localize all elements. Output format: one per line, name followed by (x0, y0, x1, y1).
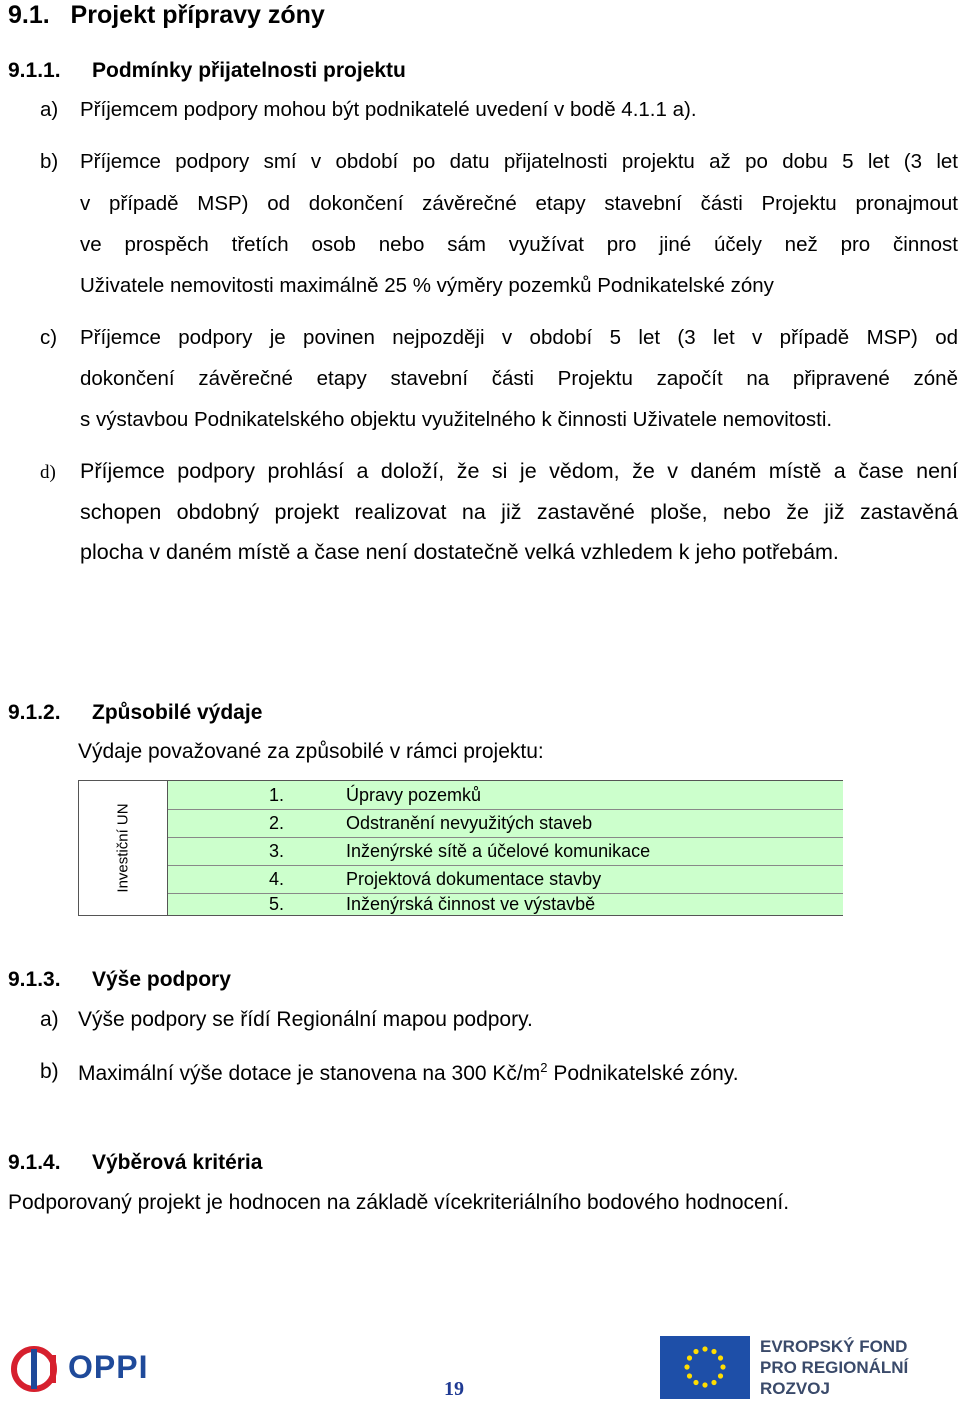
list-item-line: Příjemce podpory je povinen nejpozději v období 5 let (3 let v případě MSP) od (80, 326, 958, 349)
row-number: 2. (269, 813, 285, 833)
table-row (168, 865, 843, 894)
subsection-title: Podmínky přijatelnosti projektu (92, 59, 406, 82)
list-item-line: plocha v daném místě a čase není dostatečně velká vzhledem k jeho potřebám. (80, 540, 839, 564)
list-item-line: schopen obdobný projekt realizovat na již zastavěné ploše, nebo že již zastavěná (80, 500, 958, 524)
eu-fund-text (760, 1336, 908, 1399)
row-number: 3. (269, 841, 285, 861)
subsection-number: 9.1.1. (8, 59, 61, 82)
subsection-number: 9.1.3. (8, 968, 61, 991)
subsection-heading-1 (8, 58, 406, 84)
table-row (168, 781, 843, 810)
eu-text-line: ROZVOJ (760, 1379, 830, 1398)
list-item-text (78, 1060, 739, 1086)
row-number: 4. (269, 869, 285, 889)
support-tail: Podnikatelské zóny. (547, 1062, 739, 1085)
intro-text: Výdaje považované za způsobilé v rámci projektu: (78, 740, 544, 763)
list-item-line: Příjemce podpory prohlásí a doloží, že si je vědom, že v daném místě a čase není (80, 459, 958, 483)
oppi-logo-text: OPPI (68, 1349, 149, 1385)
superscript: 2 (540, 1060, 548, 1075)
side-label: Investiční UN (114, 803, 132, 893)
section-number: 9.1. (8, 1, 50, 29)
list-marker: b) (40, 1060, 59, 1083)
table-row (168, 893, 843, 915)
table-body (168, 781, 843, 915)
eu-text-line: PRO REGIONÁLNÍ (760, 1358, 909, 1377)
list-marker: b) (40, 150, 59, 173)
list-item-line: ve prospěch třetích osob nebo sám využívat pro jiné účely než pro činnost (80, 233, 958, 256)
list-item-line: v případě MSP) od dokončení závěrečné etapy stavební části Projektu pronajmout (80, 192, 958, 215)
list-item-text: Výše podpory se řídí Regionální mapou podpory. (78, 1008, 533, 1031)
section-title: Projekt přípravy zóny (70, 1, 325, 29)
subsection-heading-4 (8, 1150, 262, 1176)
row-text: Úpravy pozemků (346, 785, 482, 805)
subsection-heading-2 (8, 700, 262, 726)
list-item-line: dokončení závěrečné etapy stavební části Projektu započít na připravené zóně (80, 367, 958, 390)
subsection-number: 9.1.4. (8, 1151, 61, 1174)
eu-text-line: EVROPSKÝ FOND (760, 1337, 908, 1356)
row-text: Inženýrská činnost ve výstavbě (346, 894, 596, 914)
subsection-title: Způsobilé výdaje (92, 701, 263, 724)
section-heading (8, 0, 325, 30)
list-item-text: Příjemcem podpory mohou být podnikatelé uvedení v bodě 4.1.1 a). (80, 98, 697, 121)
row-text: Inženýrské sítě a účelové komunikace (346, 841, 651, 861)
page-number: 19 (444, 1378, 464, 1400)
list-marker: a) (40, 1008, 59, 1031)
list-item-line: s výstavbou Podnikatelského objektu využitelného k činnosti Uživatele nemovitosti. (80, 408, 833, 431)
table-row (168, 837, 843, 866)
list-marker: c) (40, 326, 58, 349)
row-text: Projektová dokumentace stavby (346, 869, 602, 889)
table-side-header (79, 781, 168, 915)
table-row (168, 809, 843, 838)
list-marker: d) (40, 462, 56, 483)
oppi-logo (10, 1343, 160, 1395)
support-text: Maximální výše dotace je stanovena na 300 Kč/m (78, 1062, 541, 1085)
row-number: 1. (269, 785, 285, 805)
eu-flag-icon (660, 1336, 750, 1399)
subsection-heading-3 (8, 967, 231, 993)
row-number: 5. (269, 894, 285, 914)
criteria-text: Podporovaný projekt je hodnocen na základě vícekriteriálního bodového hodnocení. (8, 1191, 790, 1214)
list-marker: a) (40, 98, 59, 121)
list-item-line: Uživatele nemovitosti maximálně 25 % výměry pozemků Podnikatelské zóny (80, 274, 774, 297)
list-item-line: Příjemce podpory smí v období po datu přijatelnosti projektu až po dobu 5 let (3 let (80, 150, 958, 173)
eligible-costs-table (78, 780, 843, 916)
subsection-title: Výběrová kritéria (92, 1151, 263, 1174)
subsection-title: Výše podpory (92, 968, 231, 991)
row-text: Odstranění nevyužitých staveb (346, 813, 593, 833)
subsection-number: 9.1.2. (8, 701, 61, 724)
